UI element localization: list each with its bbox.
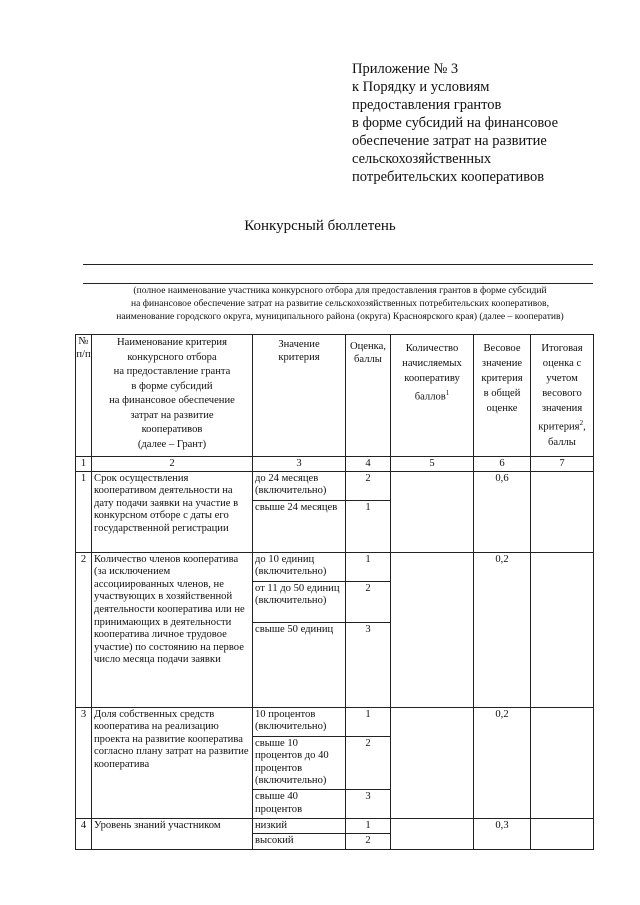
criterion-value: свыше 50 единиц	[253, 622, 346, 707]
caption-line: на финансовое обеспечение затрат на развитие сельскохозяйственных потребительских кооперативов,	[131, 298, 549, 309]
column-number: 1	[76, 456, 92, 471]
criterion-score: 1	[346, 707, 391, 736]
column-number: 3	[253, 456, 346, 471]
header-count-label: Количество начисляемых кооперативу баллов	[402, 343, 462, 403]
footnote-2-marker: 2	[579, 419, 584, 427]
criterion-num: 1	[76, 471, 92, 552]
criterion-score: 3	[346, 622, 391, 707]
criterion-name: Уровень знаний участником	[92, 818, 253, 849]
header-name-line: на предоставление гранта	[113, 366, 231, 377]
criterion-value: от 11 до 50 единиц (включительно)	[253, 581, 346, 622]
criterion-name: Доля собственных средств кооператива на реализацию проекта на развитие кооператива согласно плану затрат на развитие кооператива	[92, 707, 253, 818]
criterion-row-1	[76, 471, 594, 500]
criterion-score: 3	[346, 790, 391, 818]
criterion-score: 2	[346, 581, 391, 622]
criterion-weight: 0,2	[474, 707, 531, 818]
total-cell[interactable]	[531, 818, 594, 849]
criterion-score: 1	[346, 818, 391, 834]
criterion-value: свыше 24 месяцев	[253, 500, 346, 552]
header-total	[531, 335, 594, 457]
header-score: Оценка, баллы	[346, 335, 391, 457]
participant-caption	[70, 284, 610, 323]
criterion-num: 3	[76, 707, 92, 818]
total-cell[interactable]	[531, 707, 594, 818]
criterion-value: до 24 месяцев (включительно)	[253, 471, 346, 500]
criterion-name: Срок осуществления кооперативом деятельности на дату подачи заявки на участие в конкурсном отборе с даты его государственной регистрации	[92, 471, 253, 552]
caption-line: наименование городского округа, муниципального района (округа) Красноярского края) (далее – кооператив)	[116, 311, 564, 322]
header-name-line: затрат на развитие	[130, 409, 214, 421]
criterion-score: 1	[346, 500, 391, 552]
criterion-score: 2	[346, 736, 391, 790]
appendix-line: Приложение № 3	[352, 61, 459, 77]
footnote-1-marker: 1	[445, 389, 450, 397]
header-count	[391, 335, 474, 457]
header-total-label: Итоговая оценка с учетом весового значения критерия	[538, 343, 583, 433]
header-name-line: кооперативов	[141, 424, 203, 435]
appendix-header	[352, 60, 622, 186]
criterion-weight: 0,3	[474, 818, 531, 849]
header-weight: Весовое значение критерия в общей оценке	[474, 335, 531, 457]
appendix-line: сельскохозяйственных	[352, 151, 492, 167]
total-cell[interactable]	[531, 471, 594, 552]
appendix-line: в форме субсидий на финансовое	[352, 115, 559, 131]
header-name-line: Наименование критерия	[117, 337, 227, 348]
header-row	[76, 335, 594, 457]
criterion-weight: 0,2	[474, 552, 531, 707]
appendix-line: к Порядку и условиям	[352, 79, 490, 95]
criterion-value: высокий	[253, 834, 346, 850]
header-name-line: в форме субсидий	[131, 380, 213, 392]
criterion-num: 2	[76, 552, 92, 707]
header-criterion-name	[92, 335, 253, 457]
appendix-line: обеспечение затрат на развитие	[352, 133, 547, 149]
criteria-table	[75, 334, 594, 850]
caption-line: (полное наименование участника конкурсного отбора для предоставления грантов в форме субсидий	[133, 285, 547, 296]
points-cell[interactable]	[391, 552, 474, 707]
points-cell[interactable]	[391, 707, 474, 818]
criterion-row-2	[76, 552, 594, 581]
fill-in-line	[83, 264, 593, 265]
total-cell[interactable]	[531, 552, 594, 707]
criterion-value: до 10 единиц (включительно)	[253, 552, 346, 581]
criterion-num: 4	[76, 818, 92, 849]
points-cell[interactable]	[391, 471, 474, 552]
column-number-row	[76, 456, 594, 471]
column-number: 4	[346, 456, 391, 471]
criterion-weight: 0,6	[474, 471, 531, 552]
column-number: 6	[474, 456, 531, 471]
criterion-value: свыше 40 процентов	[253, 790, 346, 818]
criterion-value: свыше 10 процентов до 40 процентов (включительно)	[253, 736, 346, 790]
header-name-line: (далее – Грант)	[137, 438, 207, 450]
criterion-value: низкий	[253, 818, 346, 834]
header-num: № п/п	[76, 335, 92, 457]
criterion-row-4	[76, 818, 594, 834]
criterion-name: Количество членов кооператива (за исключением ассоциированных членов, не участвующих в хозяйственной деятельности кооператива или не принимающих в деятельности кооператива личное трудовое участие) по состоянию на первое число месяца подачи заявки	[92, 552, 253, 707]
header-total-tail: , баллы	[548, 421, 586, 448]
header-value: Значение критерия	[253, 335, 346, 457]
criterion-score: 1	[346, 552, 391, 581]
points-cell[interactable]	[391, 818, 474, 849]
criterion-row-3	[76, 707, 594, 736]
header-name-line: конкурсного отбора	[127, 351, 217, 363]
column-number: 5	[391, 456, 474, 471]
document-title: Конкурсный бюллетень	[244, 218, 396, 234]
appendix-line: потребительских кооперативов	[352, 169, 545, 185]
column-number: 2	[92, 456, 253, 471]
criterion-value: 10 процентов (включительно)	[253, 707, 346, 736]
criterion-score: 2	[346, 834, 391, 850]
column-number: 7	[531, 456, 594, 471]
criterion-score: 2	[346, 471, 391, 500]
appendix-line: предоставления грантов	[352, 97, 502, 113]
header-name-line: на финансовое обеспечение	[109, 395, 235, 406]
